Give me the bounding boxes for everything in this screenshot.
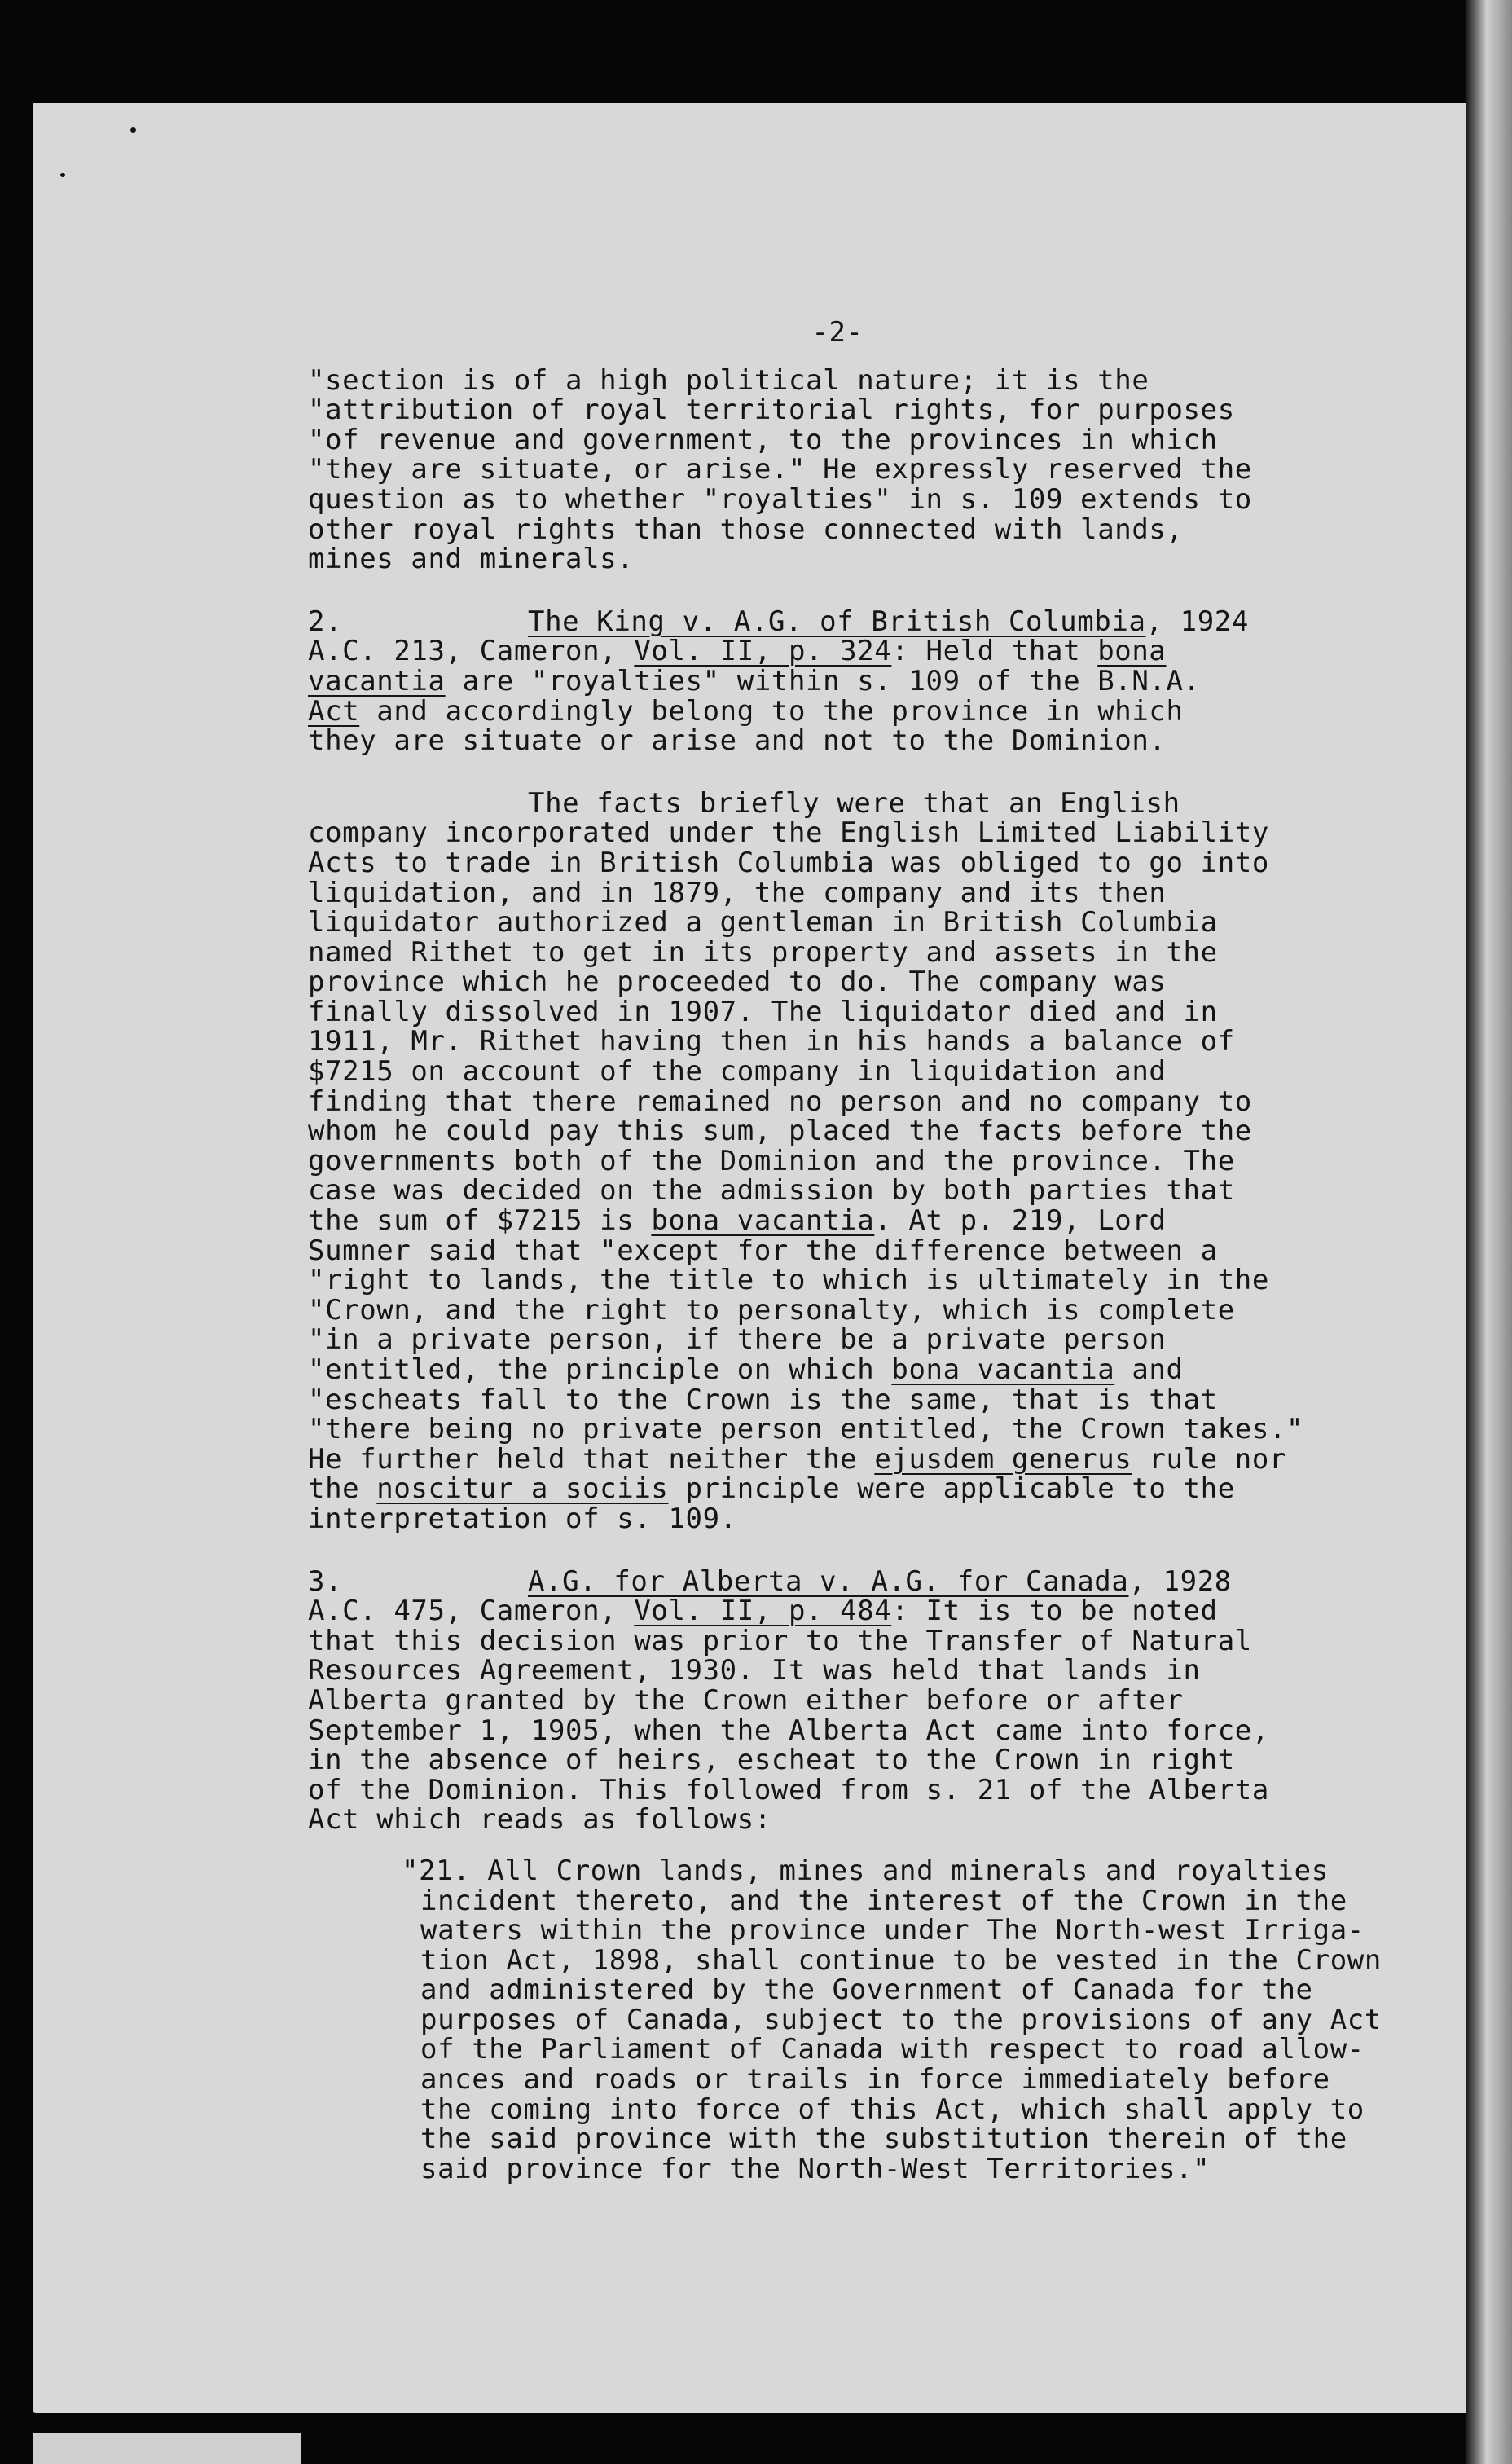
case-number: 2. bbox=[308, 605, 343, 638]
text-line: 1911, Mr. Rithet having then in his hands a balance of bbox=[308, 1025, 1235, 1058]
text-line: "escheats fall to the Crown is the same, that is that bbox=[308, 1383, 1218, 1416]
text-line: Resources Agreement, 1930. It was held that lands in bbox=[308, 1654, 1201, 1687]
text-line: mines and minerals. bbox=[308, 543, 635, 576]
latin-term: bona vacantia bbox=[891, 1353, 1115, 1386]
text-line: "entitled, the principle on which bona vacantia and bbox=[308, 1353, 1184, 1386]
text-line: vacantia are "royalties" within s. 109 of the B.N.A. bbox=[308, 664, 1201, 697]
text-line: "in a private person, if there be a private person bbox=[308, 1323, 1167, 1357]
statute-quote bbox=[308, 1856, 1383, 2185]
film-label bbox=[33, 2433, 301, 2464]
latin-term: vacantia bbox=[308, 664, 446, 697]
text-line: liquidator authorized a gentleman in British Columbia bbox=[308, 906, 1218, 939]
page-mark bbox=[60, 173, 65, 177]
case-heading bbox=[308, 607, 1383, 637]
text-line: "attribution of royal territorial rights, for purposes bbox=[308, 394, 1235, 427]
text-line: whom he could pay this sum, placed the facts before the bbox=[308, 1115, 1252, 1148]
text-line: Acts to trade in British Columbia was obliged to go into bbox=[308, 846, 1269, 879]
text-line: ances and roads or trails in force immediately before bbox=[420, 2063, 1330, 2097]
text-line: province which he proceeded to do. The company was bbox=[308, 966, 1167, 999]
text-line: "Crown, and the right to personalty, which is complete bbox=[308, 1293, 1235, 1327]
document-text bbox=[308, 318, 1383, 2184]
text-line: the sum of $7215 is bona vacantia. At p. 219, Lord bbox=[308, 1204, 1167, 1238]
text-line: incident thereto, and the interest of the Crown in the bbox=[420, 1884, 1347, 1917]
text-line: liquidation, and in 1879, the company and its then bbox=[308, 876, 1167, 909]
text-line: Sumner said that "except for the difference between a bbox=[308, 1234, 1218, 1267]
text-line: A.C. 475, Cameron, Vol. II, p. 484: It is to be noted bbox=[308, 1595, 1218, 1628]
text-line: Alberta granted by the Crown either before or after bbox=[308, 1683, 1184, 1717]
case-year: , 1924 bbox=[1145, 605, 1249, 638]
case-2 bbox=[308, 607, 1383, 756]
text-line: September 1, 1905, when the Alberta Act came into force, bbox=[308, 1714, 1269, 1747]
text-line: the said province with the substitution therein of the bbox=[420, 2123, 1347, 2156]
text-line: named Rithet to get in its property and assets in the bbox=[308, 935, 1218, 969]
text-line: they are situate or arise and not to the Dominion. bbox=[308, 724, 1167, 758]
text-line: other royal rights than those connected with lands, bbox=[308, 513, 1184, 546]
text-line: "right to lands, the title to which is ultimately in the bbox=[308, 1264, 1269, 1297]
text-line: said province for the North-West Territories." bbox=[420, 2152, 1211, 2185]
text-line: The facts briefly were that an English bbox=[528, 786, 1180, 820]
text-line: company incorporated under the English Limited Liability bbox=[308, 816, 1269, 850]
film-edge bbox=[1466, 0, 1512, 2464]
latin-term: bona vacantia bbox=[651, 1204, 875, 1238]
citation: Vol. II, p. 484 bbox=[634, 1595, 892, 1628]
text-line: the noscitur a sociis principle were applicable to the bbox=[308, 1472, 1235, 1506]
text-line: "21. All Crown lands, mines and minerals and royalties bbox=[402, 1854, 1329, 1887]
text-line: "there being no private person entitled, the Crown takes." bbox=[308, 1413, 1304, 1446]
text-line: A.C. 213, Cameron, Vol. II, p. 324: Held that bona bbox=[308, 635, 1167, 668]
act-term: Act bbox=[308, 694, 360, 728]
case-title: The King v. A.G. of British Columbia bbox=[528, 605, 1146, 638]
case-title: A.G. for Alberta v. A.G. for Canada bbox=[528, 1564, 1129, 1598]
text-line: of the Parliament of Canada with respect to road allow- bbox=[420, 2033, 1365, 2066]
text-line: Act which reads as follows: bbox=[308, 1803, 771, 1837]
text-line: tion Act, 1898, shall continue to be vested in the Crown bbox=[420, 1943, 1382, 1977]
text-line: question as to whether "royalties" in s. 109 extends to bbox=[308, 482, 1252, 516]
text-line: purposes of Canada, subject to the provisions of any Act bbox=[420, 2003, 1382, 2036]
text-line: "of revenue and government, to the provinces in which bbox=[308, 423, 1218, 456]
case-number: 3. bbox=[308, 1564, 343, 1598]
text-line: governments both of the Dominion and the province. The bbox=[308, 1144, 1235, 1177]
case-heading bbox=[308, 1564, 1383, 1598]
latin-term: noscitur a sociis bbox=[376, 1472, 669, 1506]
text-line: waters within the province under The North-west Irriga- bbox=[420, 1914, 1365, 1947]
text-line: the coming into force of this Act, which shall apply to bbox=[420, 2092, 1365, 2126]
latin-term: bona bbox=[1097, 635, 1167, 668]
text-line: that this decision was prior to the Transfer of Natural bbox=[308, 1624, 1252, 1657]
page-mark bbox=[130, 127, 136, 133]
case-year: , 1928 bbox=[1128, 1564, 1232, 1598]
text-line: Act and accordingly belong to the province in which bbox=[308, 694, 1184, 728]
paragraph-1 bbox=[308, 363, 1383, 576]
text-line: in the absence of heirs, escheat to the Crown in right bbox=[308, 1744, 1235, 1777]
text-line: case was decided on the admission by both parties that bbox=[308, 1174, 1235, 1208]
page-number: -2- bbox=[811, 316, 864, 349]
text-line: of the Dominion. This followed from s. 21 of the Alberta bbox=[308, 1773, 1269, 1806]
text-line: and administered by the Government of Canada for the bbox=[420, 1973, 1313, 2007]
text-line: He further held that neither the ejusdem generus rule nor bbox=[308, 1442, 1286, 1476]
text-line: finally dissolved in 1907. The liquidator died and in bbox=[308, 995, 1218, 1028]
case-3 bbox=[308, 1564, 1383, 1837]
latin-term: ejusdem generus bbox=[874, 1442, 1132, 1476]
text-line: interpretation of s. 109. bbox=[308, 1502, 737, 1535]
text-line: "section is of a high political nature; it is the bbox=[308, 363, 1149, 397]
paragraph-facts bbox=[308, 786, 1383, 1535]
citation: Vol. II, p. 324 bbox=[634, 635, 892, 668]
text-line: finding that there remained no person and no company to bbox=[308, 1085, 1252, 1118]
text-line: "they are situate, or arise." He expressly reserved the bbox=[308, 453, 1252, 486]
text-line: $7215 on account of the company in liquidation and bbox=[308, 1055, 1167, 1089]
